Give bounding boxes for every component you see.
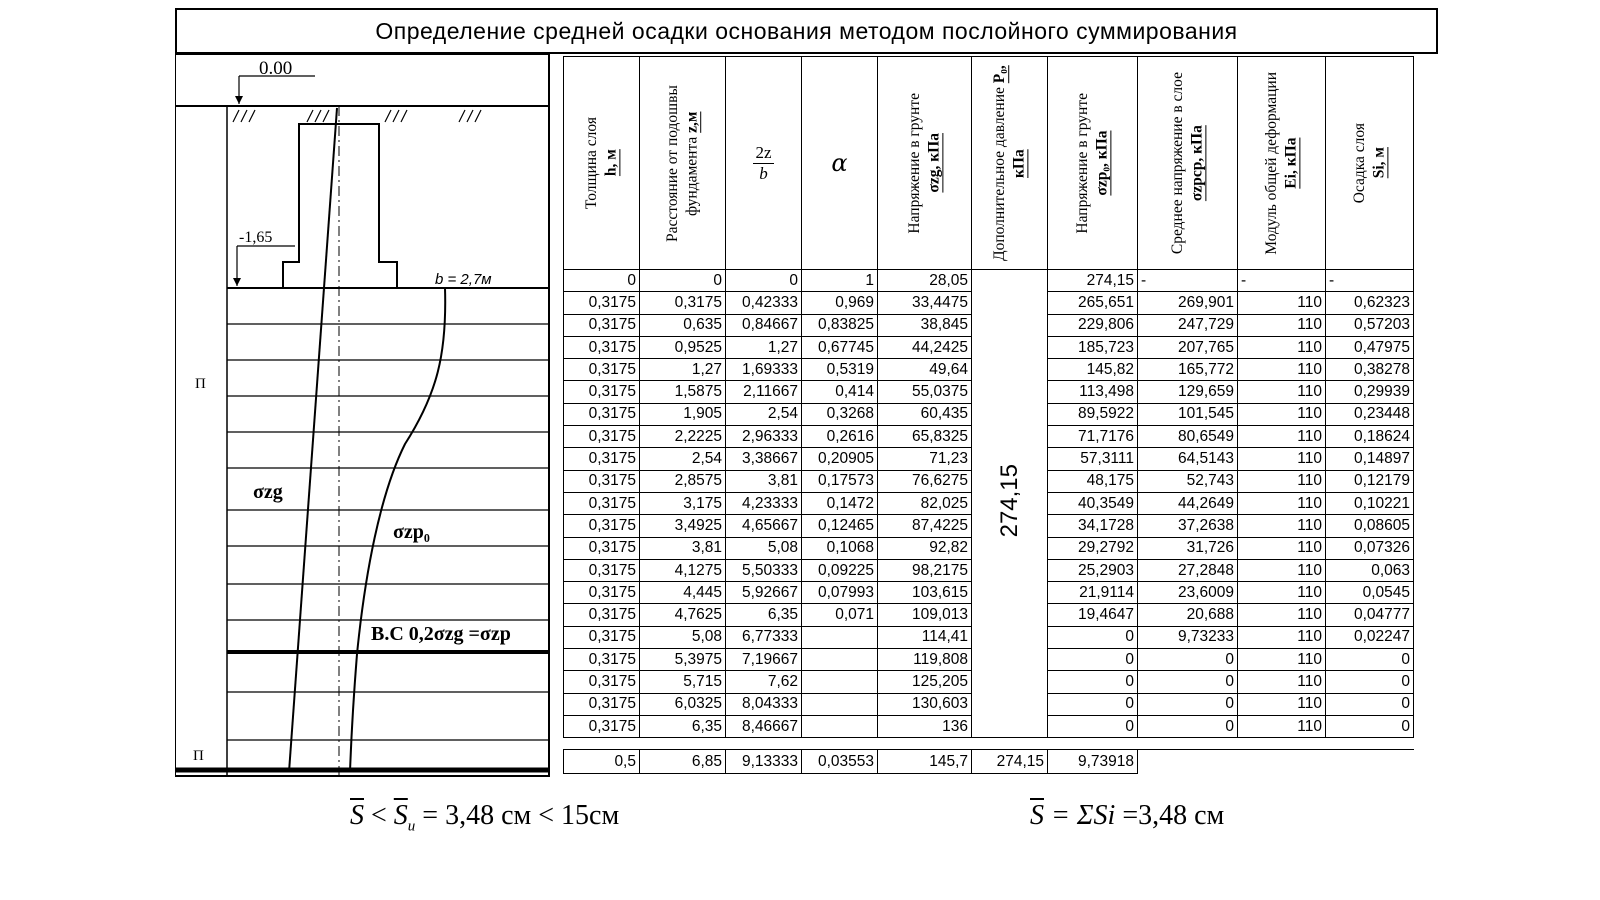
table-cell: 0,3175 bbox=[564, 492, 640, 514]
foundation-outline bbox=[283, 124, 397, 288]
table-cell: 89,5922 bbox=[1048, 403, 1138, 425]
table-cell bbox=[802, 671, 878, 693]
level-base-label: -1,65 bbox=[239, 229, 273, 246]
summary-cell: 145,7 bbox=[878, 750, 972, 774]
table-cell: 3,175 bbox=[640, 492, 726, 514]
table-cell: 110 bbox=[1238, 448, 1326, 470]
table-cell: 0 bbox=[1138, 671, 1238, 693]
table-cell: 87,4225 bbox=[878, 515, 972, 537]
table-cell: 31,726 bbox=[1138, 537, 1238, 559]
table-row bbox=[564, 270, 1414, 292]
header-avg: Среднее напряжение в слое σzpср, кПа bbox=[1138, 57, 1238, 270]
table-cell: 110 bbox=[1238, 470, 1326, 492]
table-cell: 44,2649 bbox=[1138, 492, 1238, 514]
table-cell: - bbox=[1326, 270, 1414, 292]
table-cell: 65,8325 bbox=[878, 426, 972, 448]
gap-cell bbox=[1048, 738, 1138, 750]
table-cell: 6,35 bbox=[726, 604, 802, 626]
gap-cell bbox=[640, 738, 726, 750]
header-row bbox=[564, 57, 1414, 270]
table-cell: 0 bbox=[726, 270, 802, 292]
table-cell bbox=[802, 715, 878, 737]
table-cell: 0,3175 bbox=[564, 515, 640, 537]
formula-right-rest: =3,48 см bbox=[1122, 800, 1225, 831]
table-cell: 6,0325 bbox=[640, 693, 726, 715]
table-cell: 1 bbox=[802, 270, 878, 292]
table-cell: 0,12179 bbox=[1326, 470, 1414, 492]
table-cell: 110 bbox=[1238, 693, 1326, 715]
table-cell: 3,38667 bbox=[726, 448, 802, 470]
table-cell: 7,62 bbox=[726, 671, 802, 693]
table-cell: 3,81 bbox=[640, 537, 726, 559]
summary-cell: 9,73918 bbox=[1048, 750, 1138, 774]
level-top-label: 0.00 bbox=[259, 58, 293, 79]
table-cell: 0 bbox=[1048, 715, 1138, 737]
table-cell: 49,64 bbox=[878, 359, 972, 381]
header-p0: Дополнительное давление P₀, кПа bbox=[972, 57, 1048, 270]
table-cell: 110 bbox=[1238, 403, 1326, 425]
table-cell: 0,3175 bbox=[564, 292, 640, 314]
table-cell: 0,3175 bbox=[564, 604, 640, 626]
table-cell: 110 bbox=[1238, 359, 1326, 381]
table-cell: 8,04333 bbox=[726, 693, 802, 715]
table-cell: 0,20905 bbox=[802, 448, 878, 470]
table-cell: 2,2225 bbox=[640, 426, 726, 448]
table-cell: 82,025 bbox=[878, 492, 972, 514]
table-cell: 0,3175 bbox=[564, 693, 640, 715]
header-s: Осадка слоя Si, м bbox=[1326, 57, 1414, 270]
table-cell bbox=[802, 693, 878, 715]
table-cell: 0,07993 bbox=[802, 582, 878, 604]
table-cell: 27,2848 bbox=[1138, 559, 1238, 581]
table-cell: 0 bbox=[1048, 649, 1138, 671]
table-cell: 1,27 bbox=[640, 359, 726, 381]
table-cell: 0 bbox=[640, 270, 726, 292]
table-cell: 110 bbox=[1238, 381, 1326, 403]
table-cell: 28,05 bbox=[878, 270, 972, 292]
summary-cell: 274,15 bbox=[972, 750, 1048, 774]
p0-merged-cell bbox=[972, 270, 1048, 738]
level-arrow-icon-2 bbox=[233, 278, 241, 286]
table-cell: 0,3175 bbox=[564, 470, 640, 492]
header-szp: Напряжение в грунте σzp₀, кПа bbox=[1048, 57, 1138, 270]
table-cell: 0,3175 bbox=[564, 426, 640, 448]
summary-empty-cell bbox=[1138, 750, 1238, 774]
table-cell: 110 bbox=[1238, 715, 1326, 737]
table-cell: 0 bbox=[1048, 626, 1138, 648]
table-cell bbox=[802, 649, 878, 671]
table-cell: 33,4475 bbox=[878, 292, 972, 314]
header-h: Толщина слоя h, м bbox=[564, 57, 640, 270]
table-cell: 48,175 bbox=[1048, 470, 1138, 492]
table-cell: 2,11667 bbox=[726, 381, 802, 403]
ground-hatch bbox=[233, 110, 481, 122]
gap-cell bbox=[1138, 738, 1238, 750]
table-cell: 92,82 bbox=[878, 537, 972, 559]
table-cell: 55,0375 bbox=[878, 381, 972, 403]
table-cell: 0,07326 bbox=[1326, 537, 1414, 559]
summary-cell: 0,03553 bbox=[802, 750, 878, 774]
table-cell: 0,47975 bbox=[1326, 336, 1414, 358]
table-cell: 0,3175 bbox=[564, 381, 640, 403]
gap-cell bbox=[802, 738, 878, 750]
table-cell: 0 bbox=[1048, 693, 1138, 715]
table-cell: 0,18624 bbox=[1326, 426, 1414, 448]
table-cell: 110 bbox=[1238, 314, 1326, 336]
table-cell: 0,29939 bbox=[1326, 381, 1414, 403]
table-cell: 0,0545 bbox=[1326, 582, 1414, 604]
formula-lt: < bbox=[371, 800, 387, 831]
soil-label-2: П bbox=[193, 748, 204, 764]
layer-lines bbox=[227, 324, 549, 740]
table-cell: 110 bbox=[1238, 336, 1326, 358]
header-szg: Напряжение в грунте σzg, кПа bbox=[878, 57, 972, 270]
table-cell: 38,845 bbox=[878, 314, 972, 336]
table-cell: 0,2616 bbox=[802, 426, 878, 448]
summary-row bbox=[564, 750, 1414, 774]
gap-cell bbox=[878, 738, 972, 750]
table-cell: 274,15 bbox=[1048, 270, 1138, 292]
table-cell: 110 bbox=[1238, 626, 1326, 648]
table-cell: 4,7625 bbox=[640, 604, 726, 626]
formula-right-eq: = ΣSi bbox=[1051, 800, 1116, 831]
table-cell: 0,3175 bbox=[564, 336, 640, 358]
table-cell: 0 bbox=[1138, 649, 1238, 671]
table-cell: 8,46667 bbox=[726, 715, 802, 737]
gap-cell bbox=[726, 738, 802, 750]
table-cell: 1,905 bbox=[640, 403, 726, 425]
table-cell: 0,3175 bbox=[564, 671, 640, 693]
table-cell: 113,498 bbox=[1048, 381, 1138, 403]
table-cell: 114,41 bbox=[878, 626, 972, 648]
table-cell: 110 bbox=[1238, 649, 1326, 671]
table-cell: 0,3175 bbox=[564, 314, 640, 336]
table-cell: 0,3175 bbox=[564, 537, 640, 559]
table-cell: 80,6549 bbox=[1138, 426, 1238, 448]
sigma-zg-label: σzg bbox=[253, 481, 283, 503]
width-label: b = 2,7м bbox=[435, 271, 492, 288]
table-cell: 125,205 bbox=[878, 671, 972, 693]
table-cell: 103,615 bbox=[878, 582, 972, 604]
table-cell: 6,77333 bbox=[726, 626, 802, 648]
table-cell: 2,96333 bbox=[726, 426, 802, 448]
table-cell: 185,723 bbox=[1048, 336, 1138, 358]
table-cell: 3,4925 bbox=[640, 515, 726, 537]
table-cell: 52,743 bbox=[1138, 470, 1238, 492]
table-cell bbox=[802, 626, 878, 648]
table-cell: - bbox=[1238, 270, 1326, 292]
sigma-zp-label: σzp₀ bbox=[393, 521, 430, 543]
table-cell: 1,5875 bbox=[640, 381, 726, 403]
table-cell: 0 bbox=[564, 270, 640, 292]
table-cell: 57,3111 bbox=[1048, 448, 1138, 470]
settlement-table bbox=[563, 56, 1414, 774]
table-cell: 19,4647 bbox=[1048, 604, 1138, 626]
header-e: Модуль общей деформации Ei, кПа bbox=[1238, 57, 1326, 270]
table-cell: 60,435 bbox=[878, 403, 972, 425]
table-cell: 0,414 bbox=[802, 381, 878, 403]
table-cell: 145,82 bbox=[1048, 359, 1138, 381]
header-z: Расстояние от подошвы фундамента z,м bbox=[640, 57, 726, 270]
table-cell: 5,50333 bbox=[726, 559, 802, 581]
table-cell: 6,35 bbox=[640, 715, 726, 737]
gap-cell bbox=[564, 738, 640, 750]
summary-empty-cell bbox=[1326, 750, 1414, 774]
table-cell: 130,603 bbox=[878, 693, 972, 715]
table-cell: 0,071 bbox=[802, 604, 878, 626]
table-cell: 25,2903 bbox=[1048, 559, 1138, 581]
table-cell: 0,3175 bbox=[564, 359, 640, 381]
boundary-label: В.С 0,2σzg =σzp bbox=[371, 623, 511, 645]
table-cell: 29,2792 bbox=[1048, 537, 1138, 559]
header-ratio: $\frac{2z}{b}$ bbox=[726, 57, 802, 270]
table-gap-row bbox=[564, 738, 1414, 750]
table-cell: 76,6275 bbox=[878, 470, 972, 492]
summary-cell: 0,5 bbox=[564, 750, 640, 774]
table-cell: 21,9114 bbox=[1048, 582, 1138, 604]
table-cell: 110 bbox=[1238, 559, 1326, 581]
table-cell: 110 bbox=[1238, 671, 1326, 693]
table-cell: 269,901 bbox=[1138, 292, 1238, 314]
table-cell: - bbox=[1138, 270, 1238, 292]
table-cell: 0,12465 bbox=[802, 515, 878, 537]
table-cell: 109,013 bbox=[878, 604, 972, 626]
table-cell: 23,6009 bbox=[1138, 582, 1238, 604]
table-cell: 265,651 bbox=[1048, 292, 1138, 314]
page-title: Определение средней осадки основания методом послойного суммирования bbox=[175, 8, 1438, 54]
table-cell: 0,23448 bbox=[1326, 403, 1414, 425]
formula-sum bbox=[1030, 800, 1224, 832]
table-cell: 110 bbox=[1238, 292, 1326, 314]
table-cell: 0,04777 bbox=[1326, 604, 1414, 626]
table-cell: 0,3175 bbox=[564, 559, 640, 581]
table-cell: 44,2425 bbox=[878, 336, 972, 358]
table-cell: 0,969 bbox=[802, 292, 878, 314]
table-cell: 7,19667 bbox=[726, 649, 802, 671]
table-cell: 0,83825 bbox=[802, 314, 878, 336]
table-cell: 0,1472 bbox=[802, 492, 878, 514]
table-cell: 0,3175 bbox=[564, 403, 640, 425]
table-cell: 0,08605 bbox=[1326, 515, 1414, 537]
table-cell: 0,3175 bbox=[564, 582, 640, 604]
table-cell: 0,9525 bbox=[640, 336, 726, 358]
table-cell: 2,54 bbox=[640, 448, 726, 470]
table-cell: 136 bbox=[878, 715, 972, 737]
table-cell: 5,08 bbox=[640, 626, 726, 648]
table-cell: 0,063 bbox=[1326, 559, 1414, 581]
table-cell: 5,92667 bbox=[726, 582, 802, 604]
summary-cell: 9,13333 bbox=[726, 750, 802, 774]
table-cell: 0 bbox=[1326, 671, 1414, 693]
table-cell: 98,2175 bbox=[878, 559, 972, 581]
table-cell: 110 bbox=[1238, 515, 1326, 537]
settlement-diagram bbox=[175, 54, 563, 796]
p0-merged-value: 274,15 bbox=[995, 464, 1023, 538]
summary-empty-cell bbox=[1238, 750, 1326, 774]
table-cell: 110 bbox=[1238, 426, 1326, 448]
table-cell: 0,42333 bbox=[726, 292, 802, 314]
table-cell: 4,65667 bbox=[726, 515, 802, 537]
table-cell: 110 bbox=[1238, 582, 1326, 604]
table-cell: 129,659 bbox=[1138, 381, 1238, 403]
table-cell: 64,5143 bbox=[1138, 448, 1238, 470]
table-cell: 0 bbox=[1326, 649, 1414, 671]
table-cell: 71,7176 bbox=[1048, 426, 1138, 448]
table-cell: 229,806 bbox=[1048, 314, 1138, 336]
formula-su-sub: u bbox=[407, 818, 416, 835]
gap-cell bbox=[1238, 738, 1326, 750]
formula-left-rest: = 3,48 см < 15см bbox=[422, 800, 620, 831]
table-cell: 165,772 bbox=[1138, 359, 1238, 381]
table-cell: 3,81 bbox=[726, 470, 802, 492]
table-cell: 4,445 bbox=[640, 582, 726, 604]
table-cell: 0 bbox=[1326, 715, 1414, 737]
table-cell: 0,3175 bbox=[564, 448, 640, 470]
table-cell: 0,3175 bbox=[564, 649, 640, 671]
table-cell: 5,715 bbox=[640, 671, 726, 693]
table-cell: 119,808 bbox=[878, 649, 972, 671]
table-cell: 110 bbox=[1238, 492, 1326, 514]
formula-limit bbox=[350, 800, 619, 836]
table-cell: 0,09225 bbox=[802, 559, 878, 581]
table-cell: 0,14897 bbox=[1326, 448, 1414, 470]
table-cell: 0,84667 bbox=[726, 314, 802, 336]
table-cell: 37,2638 bbox=[1138, 515, 1238, 537]
summary-cell: 6,85 bbox=[640, 750, 726, 774]
table-cell: 5,08 bbox=[726, 537, 802, 559]
table-cell: 0,17573 bbox=[802, 470, 878, 492]
table-cell: 0 bbox=[1138, 715, 1238, 737]
table-cell: 110 bbox=[1238, 537, 1326, 559]
table-cell: 0,3175 bbox=[640, 292, 726, 314]
table-cell: 0,02247 bbox=[1326, 626, 1414, 648]
table-cell: 34,1728 bbox=[1048, 515, 1138, 537]
table-cell: 4,23333 bbox=[726, 492, 802, 514]
table-cell: 0 bbox=[1326, 693, 1414, 715]
table-cell: 0,62323 bbox=[1326, 292, 1414, 314]
table-cell: 207,765 bbox=[1138, 336, 1238, 358]
table-cell: 20,688 bbox=[1138, 604, 1238, 626]
table-cell: 0,10221 bbox=[1326, 492, 1414, 514]
table-cell: 0,5319 bbox=[802, 359, 878, 381]
table-cell: 110 bbox=[1238, 604, 1326, 626]
table-cell: 0,67745 bbox=[802, 336, 878, 358]
table-cell: 0,3175 bbox=[564, 715, 640, 737]
table-cell: 9,73233 bbox=[1138, 626, 1238, 648]
table-cell: 4,1275 bbox=[640, 559, 726, 581]
table-cell: 0,635 bbox=[640, 314, 726, 336]
gap-cell bbox=[972, 738, 1048, 750]
table-cell: 0,38278 bbox=[1326, 359, 1414, 381]
table-cell: 2,8575 bbox=[640, 470, 726, 492]
gap-cell bbox=[1326, 738, 1414, 750]
table-cell: 0,57203 bbox=[1326, 314, 1414, 336]
header-alpha: α bbox=[802, 57, 878, 270]
table-cell: 0,1068 bbox=[802, 537, 878, 559]
table-cell: 1,69333 bbox=[726, 359, 802, 381]
table-cell: 0,3175 bbox=[564, 626, 640, 648]
table-cell: 71,23 bbox=[878, 448, 972, 470]
formula-su: $\overline{S}$ bbox=[393, 800, 408, 831]
table-cell: 5,3975 bbox=[640, 649, 726, 671]
formula-s: $\overline{S}$ bbox=[350, 800, 364, 831]
table-cell: 101,545 bbox=[1138, 403, 1238, 425]
table-cell: 2,54 bbox=[726, 403, 802, 425]
formula-right-s: $\overline{S}$ bbox=[1030, 800, 1044, 831]
table-cell: 247,729 bbox=[1138, 314, 1238, 336]
level-arrow-icon bbox=[235, 96, 243, 104]
table-cell: 1,27 bbox=[726, 336, 802, 358]
table-cell: 0,3268 bbox=[802, 403, 878, 425]
table-cell: 40,3549 bbox=[1048, 492, 1138, 514]
table-cell: 0 bbox=[1048, 671, 1138, 693]
table-cell: 0 bbox=[1138, 693, 1238, 715]
soil-label-1: П bbox=[195, 376, 206, 392]
